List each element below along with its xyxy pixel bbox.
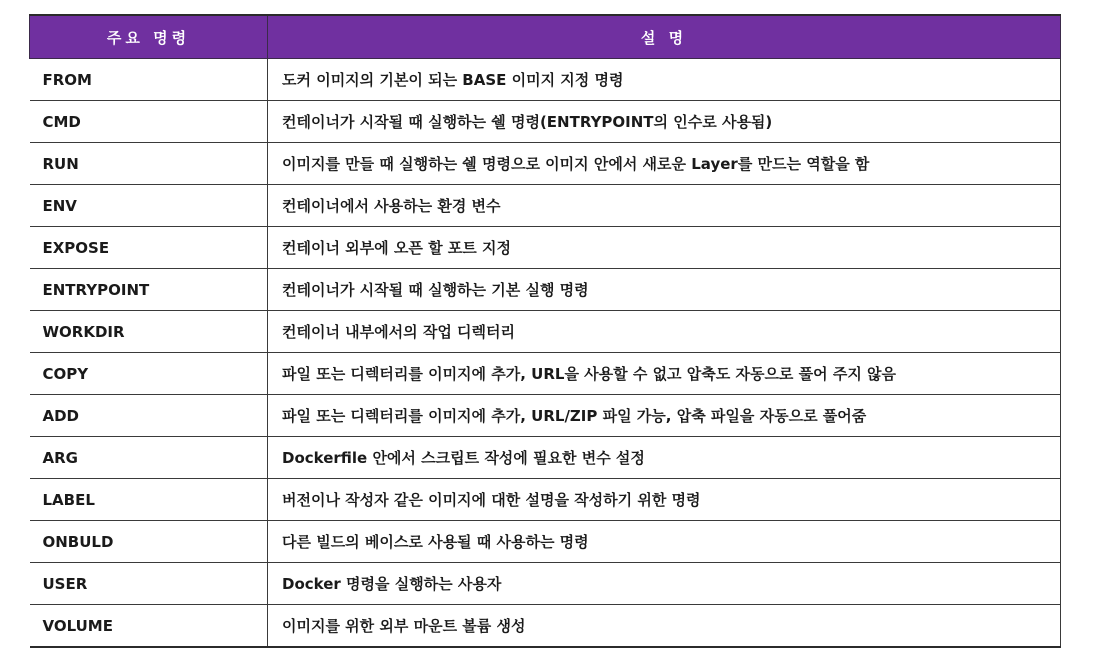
- table-row: [30, 101, 1061, 143]
- header-command: 주요 명령: [30, 15, 268, 59]
- header-description: 설 명: [268, 15, 1061, 59]
- header-row: [30, 15, 1061, 59]
- description-cell: 다른 빌드의 베이스로 사용될 때 사용하는 명령: [268, 521, 1061, 563]
- description-cell: Docker 명령을 실행하는 사용자: [268, 563, 1061, 605]
- table-row: [30, 479, 1061, 521]
- command-cell: CMD: [30, 101, 268, 143]
- command-cell: RUN: [30, 143, 268, 185]
- table-row: [30, 395, 1061, 437]
- description-cell: 파일 또는 디렉터리를 이미지에 추가, URL을 사용할 수 없고 압축도 자동으로 풀어 주지 않음: [268, 353, 1061, 395]
- command-cell: ENV: [30, 185, 268, 227]
- table-row: [30, 227, 1061, 269]
- command-cell: ADD: [30, 395, 268, 437]
- command-cell: EXPOSE: [30, 227, 268, 269]
- docker-commands-table-wrapper: [29, 14, 1060, 648]
- table-header: [30, 15, 1061, 59]
- description-cell: 컨테이너가 시작될 때 실행하는 기본 실행 명령: [268, 269, 1061, 311]
- command-cell: VOLUME: [30, 605, 268, 648]
- command-cell: ENTRYPOINT: [30, 269, 268, 311]
- table-row: [30, 185, 1061, 227]
- table-body: [30, 59, 1061, 648]
- description-cell: 파일 또는 디렉터리를 이미지에 추가, URL/ZIP 파일 가능, 압축 파일을 자동으로 풀어줌: [268, 395, 1061, 437]
- docker-commands-table: [29, 14, 1061, 648]
- command-cell: ARG: [30, 437, 268, 479]
- command-cell: ONBULD: [30, 521, 268, 563]
- description-cell: 컨테이너 내부에서의 작업 디렉터리: [268, 311, 1061, 353]
- description-cell: 버전이나 작성자 같은 이미지에 대한 설명을 작성하기 위한 명령: [268, 479, 1061, 521]
- table-row: [30, 143, 1061, 185]
- description-cell: Dockerfile 안에서 스크립트 작성에 필요한 변수 설정: [268, 437, 1061, 479]
- description-cell: 도커 이미지의 기본이 되는 BASE 이미지 지정 명령: [268, 59, 1061, 101]
- table-row: [30, 353, 1061, 395]
- description-cell: 컨테이너에서 사용하는 환경 변수: [268, 185, 1061, 227]
- table-row: [30, 605, 1061, 648]
- command-cell: WORKDIR: [30, 311, 268, 353]
- command-cell: USER: [30, 563, 268, 605]
- table-row: [30, 437, 1061, 479]
- command-cell: FROM: [30, 59, 268, 101]
- description-cell: 이미지를 만들 때 실행하는 쉘 명령으로 이미지 안에서 새로운 Layer를 만드는 역할을 함: [268, 143, 1061, 185]
- command-cell: COPY: [30, 353, 268, 395]
- description-cell: 컨테이너가 시작될 때 실행하는 쉘 명령(ENTRYPOINT의 인수로 사용됨): [268, 101, 1061, 143]
- table-row: [30, 269, 1061, 311]
- description-cell: 컨테이너 외부에 오픈 할 포트 지정: [268, 227, 1061, 269]
- table-row: [30, 521, 1061, 563]
- table-row: [30, 311, 1061, 353]
- table-row: [30, 59, 1061, 101]
- description-cell: 이미지를 위한 외부 마운트 볼륨 생성: [268, 605, 1061, 648]
- command-cell: LABEL: [30, 479, 268, 521]
- table-row: [30, 563, 1061, 605]
